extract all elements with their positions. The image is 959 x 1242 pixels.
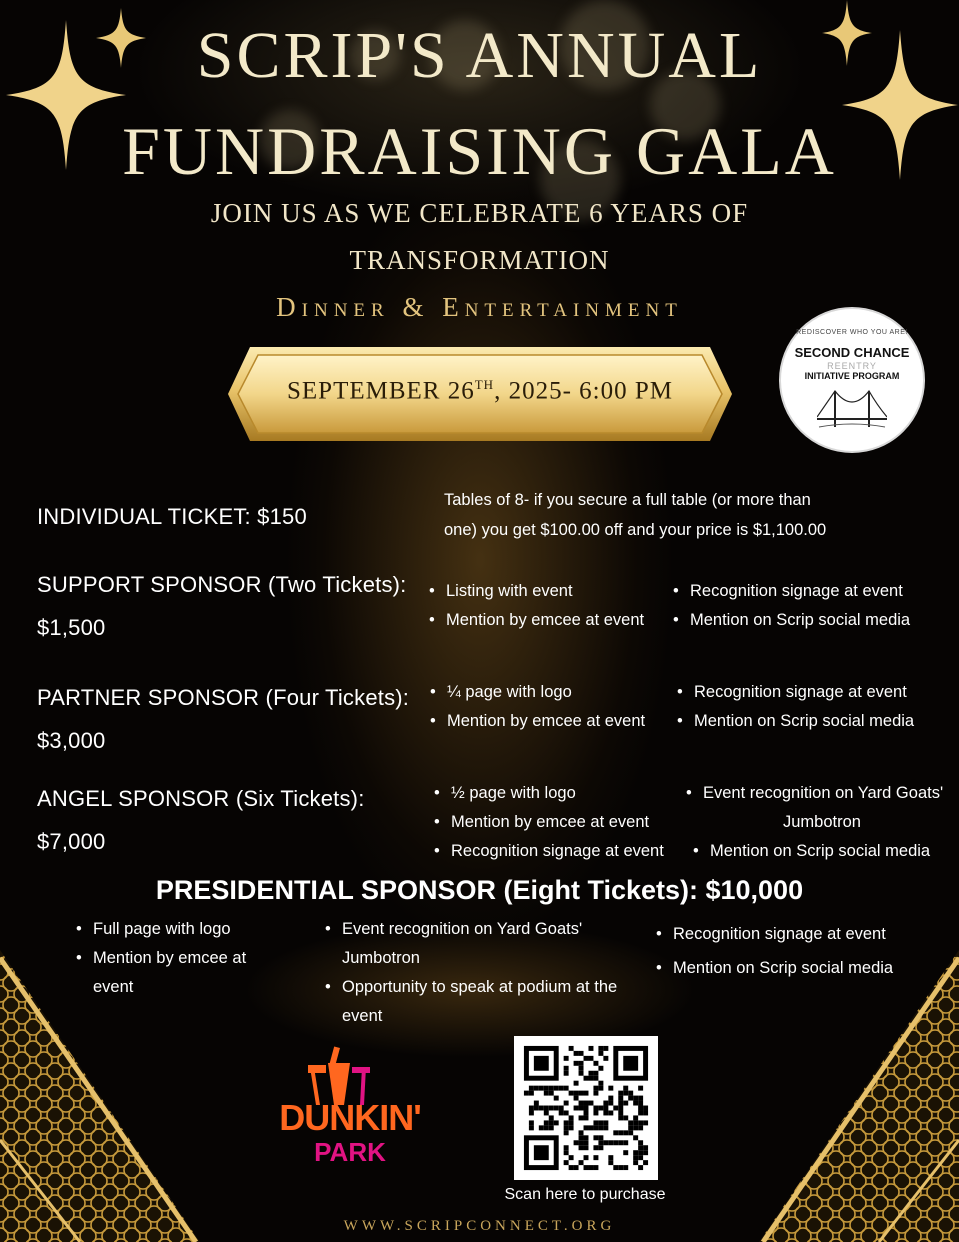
list-item-continuation: Jumbotron bbox=[342, 949, 420, 967]
support-sponsor-price: $1,500 bbox=[37, 615, 106, 640]
footer-website-link[interactable]: WWW.SCRIPCONNECT.ORG bbox=[343, 1218, 616, 1234]
list-item: • Recognition signage at event bbox=[431, 837, 664, 866]
partner-sponsor-price: $3,000 bbox=[37, 728, 106, 753]
list-item: • Recognition signage at event bbox=[674, 678, 914, 707]
list-item-continuation: event bbox=[93, 978, 134, 996]
angel-benefits-right-2 bbox=[690, 837, 930, 866]
bridge-icon bbox=[817, 387, 887, 431]
dunkin-park-logo bbox=[250, 1045, 450, 1180]
event-date bbox=[228, 377, 732, 405]
qr-caption: Scan here to purchase bbox=[504, 1186, 666, 1203]
list-item: • ½ page with logo bbox=[431, 779, 664, 808]
date-year-time: , 2025- 6:00 PM bbox=[494, 377, 673, 405]
list-item: • Mention on Scrip social media bbox=[674, 707, 914, 736]
second-chance-logo bbox=[779, 307, 925, 453]
list-item: • Mention on Scrip social media bbox=[690, 837, 930, 866]
partner-benefits-left bbox=[427, 678, 645, 736]
angel-benefit-continuation: Jumbotron bbox=[783, 813, 861, 831]
list-item: • Recognition signage at event bbox=[653, 917, 893, 951]
date-day: SEPTEMBER 26 bbox=[287, 377, 475, 405]
presidential-benefits-col2 bbox=[322, 915, 617, 1031]
date-banner bbox=[228, 347, 732, 441]
support-benefits-right bbox=[670, 577, 910, 635]
list-item: • Opportunity to speak at podium at the bbox=[322, 973, 617, 1002]
logo-program: INITIATIVE PROGRAM bbox=[804, 371, 900, 381]
partner-sponsor-label: PARTNER SPONSOR (Four Tickets): bbox=[37, 685, 410, 710]
title-line-2: FUNDRAISING GALA bbox=[122, 113, 837, 189]
individual-ticket-label: INDIVIDUAL TICKET: $150 bbox=[37, 504, 307, 529]
list-item: • Mention by emcee at event bbox=[427, 707, 645, 736]
gold-lattice-right bbox=[759, 950, 959, 1242]
support-sponsor-label: SUPPORT SPONSOR (Two Tickets): bbox=[37, 572, 407, 597]
support-benefits-left bbox=[426, 577, 644, 635]
list-item-continuation: event bbox=[342, 1007, 383, 1025]
angel-sponsor-label: ANGEL SPONSOR (Six Tickets): bbox=[37, 786, 365, 811]
park-wordmark: PARK bbox=[314, 1137, 386, 1167]
presidential-sponsor-label: PRESIDENTIAL SPONSOR (Eight Tickets): $10,000 bbox=[155, 875, 804, 905]
list-item: • Mention by emcee at event bbox=[426, 606, 644, 635]
list-item: • Mention by emcee at event bbox=[431, 808, 664, 837]
subtitle-line-2: TRANSFORMATION bbox=[349, 245, 610, 275]
logo-tagline: REDISCOVER WHO YOU ARE! bbox=[796, 329, 908, 336]
angel-benefits-right-1 bbox=[683, 779, 943, 808]
table-offer-line-2: one) you get $100.00 off and your price is $1,100.00 bbox=[444, 521, 827, 539]
angel-benefits-left bbox=[431, 779, 664, 866]
list-item: • Event recognition on Yard Goats' bbox=[322, 915, 617, 944]
logo-name: SECOND CHANCE bbox=[794, 345, 910, 360]
date-suffix: TH bbox=[474, 377, 495, 392]
list-item: • Event recognition on Yard Goats' bbox=[683, 779, 943, 808]
partner-benefits-right bbox=[674, 678, 914, 736]
list-item: • Mention on Scrip social media bbox=[670, 606, 910, 635]
list-item: • Recognition signage at event bbox=[670, 577, 910, 606]
cup-flags-icon bbox=[250, 1045, 450, 1105]
gold-lattice-left bbox=[0, 950, 200, 1242]
qr-code-icon bbox=[514, 1036, 658, 1180]
dunkin-wordmark: DUNKIN' bbox=[279, 1097, 421, 1138]
title-line-1: SCRIP'S ANNUAL bbox=[196, 19, 763, 92]
angel-sponsor-price: $7,000 bbox=[37, 829, 106, 854]
list-item: • Mention on Scrip social media bbox=[653, 951, 893, 985]
list-item: • Listing with event bbox=[426, 577, 644, 606]
subtitle-line-1: JOIN US AS WE CELEBRATE 6 YEARS OF bbox=[210, 198, 749, 228]
list-item: • ¼ page with logo bbox=[427, 678, 645, 707]
list-item: • Mention by emcee at bbox=[73, 944, 246, 973]
event-type: Dinner & Entertainment bbox=[276, 292, 683, 322]
purchase-qr-code[interactable] bbox=[514, 1036, 658, 1180]
table-offer-line-1: Tables of 8- if you secure a full table (or more than bbox=[444, 491, 811, 509]
logo-reentry: REENTRY bbox=[827, 361, 877, 371]
list-item: • Full page with logo bbox=[73, 915, 246, 944]
